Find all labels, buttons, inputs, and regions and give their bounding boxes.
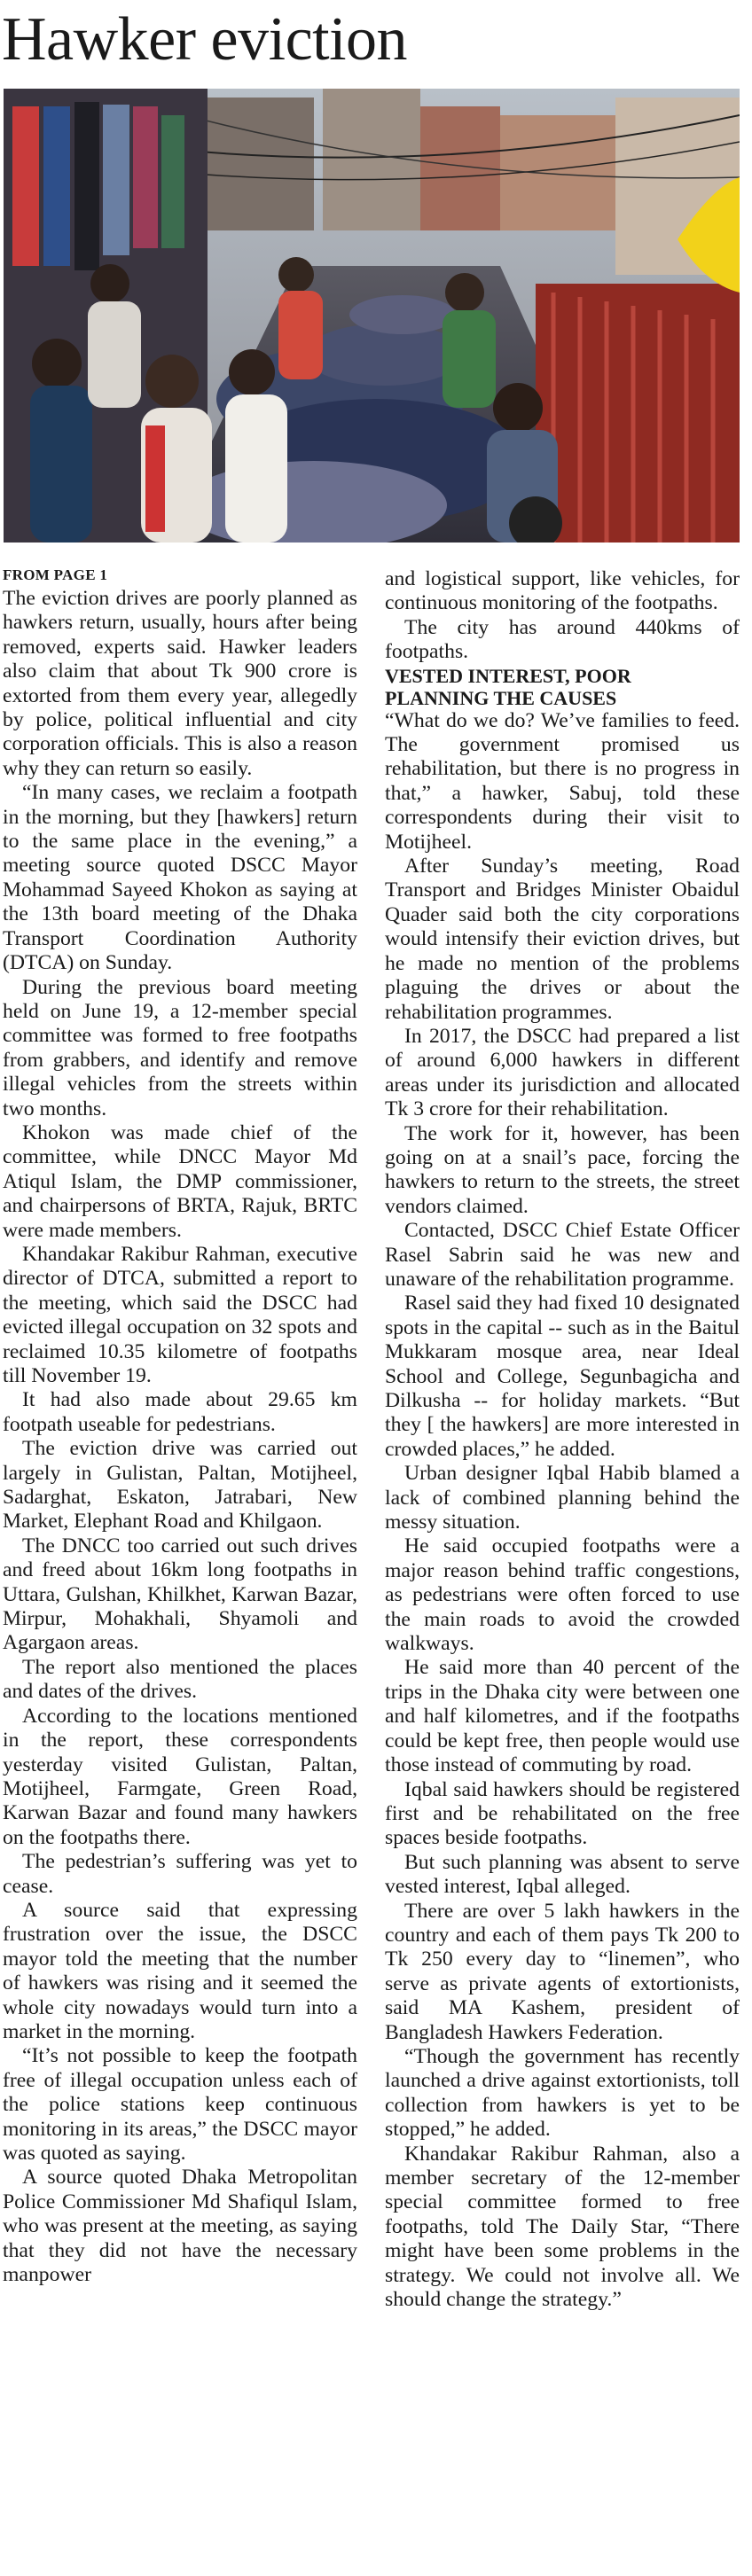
paragraph: During the previous board meeting held on June 19, a 12-member special committee was formed to free footpaths from grabbers, and identify and remove illegal vehicles from the streets within two months. [3, 975, 357, 1120]
paragraph: The pedestrian’s suffering was yet to cease. [3, 1850, 357, 1898]
paragraph: After Sunday’s meeting, Road Transport and Bridges Minister Obaidul Quader said both the city corporations would intensify their eviction drives, but he made no mention of the problems plaguing the drives or about the rehabilitation programmes. [385, 855, 740, 1024]
kicker: FROM PAGE 1 [3, 566, 108, 583]
photo-railing [536, 284, 740, 543]
paragraph: According to the locations mentioned in the report, these correspondents yesterday visited Gulistan, Paltan, Motijheel, Farmgate, Green Road, Karwan Bazar and found many hawkers on the footpaths there. [3, 1704, 357, 1849]
paragraph: “In many cases, we reclaim a footpath in the morning, but they [hawkers] return to the same place in the evening,” a meeting source quoted DSCC Mayor Mohammad Sayeed Khokon as saying at the 13th board meeting of the Dhaka Transport Coordination Authority (DTCA) on Sunday. [3, 781, 357, 975]
paragraph: A source quoted Dhaka Metropolitan Police Commissioner Md Shafiqul Islam, who was present at the meeting, as saying that they did not have the necessary manpower [3, 2166, 357, 2287]
paragraph: “What do we do? We’ve families to feed. The government promised us rehabilitation, but there is no progress in that,” a hawker, Sabuj, told these correspondents during their visit to Motijheel. [385, 708, 740, 854]
photo-building [208, 98, 314, 230]
paragraph: There are over 5 lakh hawkers in the country and each of them pays Tk 200 to Tk 250 every day to “linemen”, who serve as private agents of extortionists, said MA Kashem, president of Bangladesh Hawkers Federation. [385, 1899, 740, 2044]
paragraph: He said more than 40 percent of the trips in the Dhaka city were between one and half kilometres, and if the footpaths could be kept free, then people would use those instead of commuting by road. [385, 1656, 740, 1777]
paragraph: It had also made about 29.65 km footpath useable for pedestrians. [3, 1388, 357, 1436]
paragraph: The eviction drive was carried out largely in Gulistan, Paltan, Motijheel, Sadarghat, Eskaton, Jatrabari, New Market, Elephant Road and Khilgaon. [3, 1437, 357, 1534]
subhead: VESTED INTEREST, POOR PLANNING THE CAUSES [385, 664, 631, 709]
paragraph: The DNCC too carried out such drives and freed about 16km long footpaths in Uttara, Gulshan, Khilkhet, Karwan Bazar, Mirpur, Mohakhali, Shyamoli and Agargaon areas. [3, 1534, 357, 1655]
photo-illustration [4, 89, 740, 543]
article-column-right [385, 567, 740, 2312]
paragraph: Khokon was made chief of the committee, while DNCC Mayor Md Atiqul Islam, the DMP commissioner, and chairpersons of BRTA, Rajuk, BRTC were made members. [3, 1120, 357, 1242]
paragraph: Khandakar Rakibur Rahman, executive director of DTCA, submitted a report to the meeting, which said the DSCC had evicted illegal occupation on 32 spots and reclaimed 10.35 kilometre of footpaths till November 19. [3, 1242, 357, 1387]
article-column-left [3, 567, 357, 2287]
paragraph: The eviction drives are poorly planned as hawkers return, usually, hours after being removed, experts said. Hawker leaders also claim that about Tk 900 crore is extorted from them every year, allegedly by police, political influential and city corporation officials. This is also a reason why they can return so easily. [3, 587, 357, 780]
paragraph: “Though the government has recently launched a drive against extortionists, toll collection from hawkers is yet to be stopped,” he added. [385, 2044, 740, 2142]
headline: Hawker eviction [2, 5, 408, 74]
paragraph: Rasel said they had fixed 10 designated spots in the capital -- such as in the Baitul Mukkaram mosque area, near Ideal School and College, Segunbagicha and Dilkusha -- for holiday markets. “But they [ the hawkers] are more interested in crowded places,” he added. [385, 1292, 740, 1461]
paragraph: “It’s not possible to keep the footpath free of illegal occupation unless each of the police stations keep continuous monitoring in its areas,” the DSCC mayor was quoted as saying. [3, 2044, 357, 2165]
paragraph: He said occupied footpaths were a major reason behind traffic congestions, as pedestrians were often forced to use the main roads to avoid the crowded walkways. [385, 1534, 740, 1656]
paragraph: Iqbal said hawkers should be registered first and be rehabilitated on the free spaces beside footpaths. [385, 1777, 740, 1850]
paragraph: The city has around 440kms of footpaths. [385, 615, 740, 664]
paragraph-continuation: and logistical support, like vehicles, for continuous monitoring of the footpaths. [385, 567, 740, 615]
paragraph: A source said that expressing frustration over the issue, the DSCC mayor told the meeting that the number of hawkers was rising and it seemed the whole city nowadays would turn into a market in the morning. [3, 1898, 357, 2043]
paragraph: The work for it, however, has been going on at a snail’s pace, forcing the hawkers to return to the streets, the street vendors claimed. [385, 1121, 740, 1218]
paragraph: Contacted, DSCC Chief Estate Officer Rasel Sabrin said he was new and unaware of the rehabilitation programme. [385, 1219, 740, 1291]
paragraph: But such planning was absent to serve vested interest, Iqbal alleged. [385, 1850, 740, 1899]
paragraph: In 2017, the DSCC had prepared a list of around 6,000 hawkers in different areas under its jurisdiction and allocated Tk 3 crore for their rehabilitation. [385, 1024, 740, 1121]
paragraph: Khandakar Rakibur Rahman, also a member secretary of the 12-member special committee formed to free footpaths, told The Daily Star, “There might have been some problems in the strategy. We could not involve all. We should change the strategy.” [385, 2142, 740, 2312]
paragraph: The report also mentioned the places and dates of the drives. [3, 1655, 357, 1704]
street-market-photo [4, 89, 740, 543]
paragraph: Urban designer Iqbal Habib blamed a lack of combined planning behind the messy situation. [385, 1462, 740, 1534]
